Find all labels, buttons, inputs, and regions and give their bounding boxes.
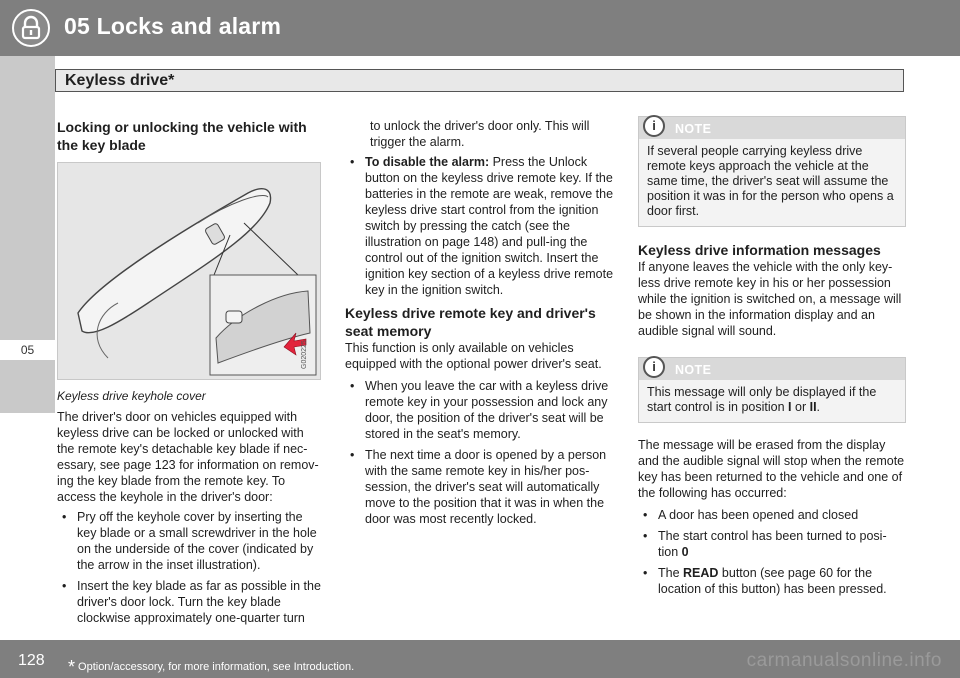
body-text: This function is only available on vehicles equipped with the optional power driver's seat. <box>345 341 602 371</box>
footnote <box>68 654 354 675</box>
chapter-tab <box>0 340 55 360</box>
list-item: • Pry off the keyhole cover by inserting the key blade or a small screwdriver in the hole on the underside of the cover (indicated by the arrow in the inset illustration). <box>57 509 323 573</box>
padlock-icon <box>12 9 50 47</box>
position-label: II <box>809 400 817 414</box>
list-item <box>638 565 906 597</box>
figure-code: G020225 <box>301 340 308 369</box>
note-label: NOTE <box>675 363 712 377</box>
position-label: 0 <box>681 545 689 559</box>
heading-seat-memory: Keyless drive remote key and driver's seat memory <box>345 305 596 339</box>
note-text: If several people carrying keyless drive remote keys approach the vehicle at the same time, the driver's seat will assume the position it was in for the person who opens a door first. <box>647 144 894 218</box>
chapter-tab-label: 05 <box>20 343 35 357</box>
info-icon: i <box>643 115 665 137</box>
list-item <box>345 154 617 298</box>
note-header <box>639 117 905 139</box>
list-item: • Insert the key blade as far as possible in the driver's door lock. Turn the key blade clockwise approximately one-quarter turn <box>57 578 323 626</box>
list-item-text: button (see page 60 for the location of this button) has been pressed. <box>658 566 887 596</box>
list-item-text: The start control has been turned to posi-tion <box>658 529 887 559</box>
note-text <box>639 380 905 422</box>
body-text: If anyone leaves the vehicle with the only key-less drive remote key in his or her possession while the ignition is switched on, a message will be shown in the information display and an audible signal will sound. <box>638 260 902 338</box>
bullet-list <box>345 378 617 527</box>
column-3 <box>638 116 906 602</box>
note-text-part: This message will only be displayed if the start control is in position <box>647 385 877 414</box>
info-icon: i <box>643 356 665 378</box>
heading-key-blade: Locking or unlocking the vehicle with the key blade <box>57 119 307 153</box>
list-item: • The next time a door is opened by a person with the same remote key in his/her pos-session, the driver's seat will automatically move to the position that it was in when the door was most recently locked. <box>345 447 617 527</box>
column-2 <box>345 118 617 532</box>
position-label: I <box>788 400 792 414</box>
section-title: Keyless drive* <box>65 72 175 89</box>
note-box <box>638 357 906 423</box>
bullet-list <box>57 509 323 626</box>
body-text: to unlock the driver's door only. This will trigger the alarm. <box>370 119 590 149</box>
read-button-label: READ <box>683 566 719 580</box>
disable-alarm-label: To disable the alarm: <box>365 155 490 169</box>
figure-caption: Keyless drive keyhole cover <box>57 389 206 403</box>
heading-info-messages: Keyless drive information messages <box>638 242 881 258</box>
bullet-list <box>345 154 617 298</box>
keyhole-cover-illustration <box>57 162 321 380</box>
section-bar <box>55 69 904 92</box>
note-text-part: or <box>791 400 810 414</box>
footnote-star: * <box>68 657 76 677</box>
chapter-title: 05 Locks and alarm <box>64 13 282 39</box>
note-label: NOTE <box>675 122 712 136</box>
list-item: • A door has been opened and closed <box>638 507 906 523</box>
footnote-text: Option/accessory, for more information, see Introduction. <box>78 661 355 673</box>
note-header <box>639 358 905 380</box>
page-number: 128 <box>18 652 45 669</box>
column-1 <box>57 118 323 631</box>
body-text: The message will be erased from the display and the audible signal will stop when the remote key has been returned to the vehicle and one of the following has occurred: <box>638 438 905 500</box>
bullet-list <box>638 507 906 597</box>
note-box <box>638 116 906 227</box>
disable-alarm-text: Press the Unlock button on the keyless drive remote key. If the batteries in the remote are weak, remove the keyless drive start control from the ignition switch by pressing the catch (see the illustration on page 148) and pull-ing the control out of the ignition switch. Insert the ignition key section of a keyless drive remote key in the ignition switch. <box>365 155 614 297</box>
list-item-text: The <box>658 566 684 580</box>
list-item <box>638 528 906 560</box>
note-text-part: . <box>816 400 821 414</box>
watermark: carmanualsonline.info <box>746 650 942 671</box>
list-item: • When you leave the car with a keyless drive remote key in your possession and lock any door, the position of the driver's seat will be stored in the seat's memory. <box>345 378 617 442</box>
body-text: The driver's door on vehicles equipped with keyless drive can be locked or unlocked with the remote key's detachable key blade if nec-essary, see page 123 for information on remov-ing the key blade from the remote key. To access the keyhole in the driver's door: <box>57 410 319 504</box>
